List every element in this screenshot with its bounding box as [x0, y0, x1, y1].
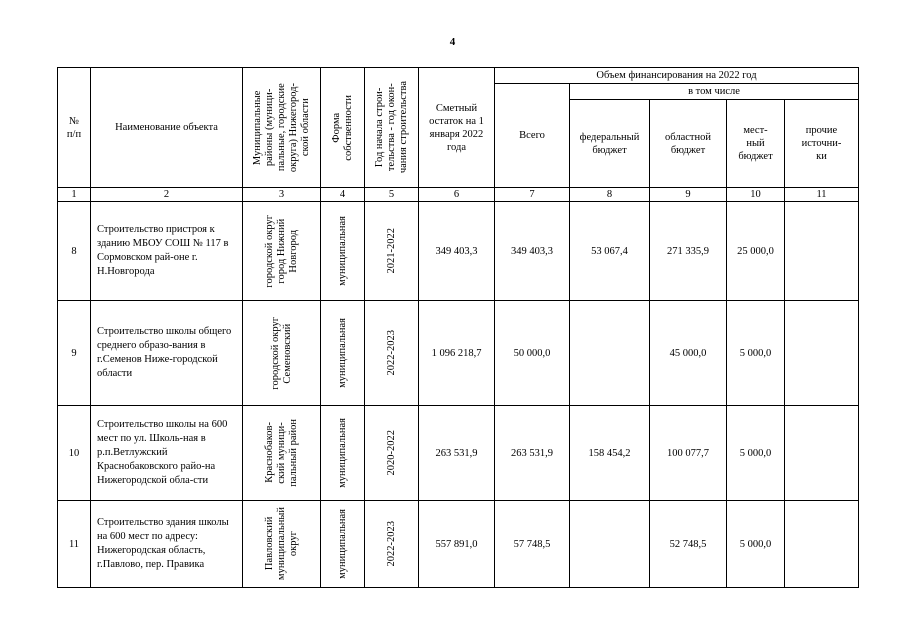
total-cell: 349 403,3 [495, 202, 570, 301]
header-num: № п/п [58, 68, 91, 188]
column-number: 9 [650, 188, 727, 202]
years-text: 2020-2022 [385, 430, 397, 476]
ownership-cell [321, 406, 365, 501]
header-local: мест- ный бюджет [727, 100, 785, 188]
column-number: 5 [365, 188, 419, 202]
object-name: Строительство школы на 600 мест по ул. Школь-ная в р.п.Ветлужский Краснобаковского райо-на Нижегородской обла-сти [91, 406, 243, 501]
header-ownership-text: Форма собственности [330, 94, 354, 161]
other-cell [785, 501, 859, 588]
local-cell: 5 000,0 [727, 406, 785, 501]
total-cell: 263 531,9 [495, 406, 570, 501]
table-row [58, 202, 859, 301]
table-row [58, 406, 859, 501]
district-text: городской округ город Нижний Новгород [263, 214, 299, 288]
district-cell [243, 301, 321, 406]
header-including: в том числе [570, 84, 859, 100]
header-years-text: Год начала строи- тельства - год окон- чания строительства [373, 81, 409, 174]
row-num: 8 [58, 202, 91, 301]
ownership-text: муниципальная [336, 216, 348, 286]
column-number: 2 [91, 188, 243, 202]
balance-cell: 557 891,0 [419, 501, 495, 588]
local-cell: 25 000,0 [727, 202, 785, 301]
years-text: 2022-2023 [385, 521, 397, 567]
other-cell [785, 301, 859, 406]
table-row [58, 301, 859, 406]
column-number: 8 [570, 188, 650, 202]
header-district-text: Муниципальные районы (муници- пальные, городские округа) Нижегород- ской области [251, 82, 311, 173]
total-cell: 57 748,5 [495, 501, 570, 588]
column-number: 11 [785, 188, 859, 202]
row-num: 11 [58, 501, 91, 588]
ownership-text: муниципальная [336, 509, 348, 579]
district-text: Павловский муниципальный округ [263, 507, 299, 581]
page-number: 4 [449, 36, 456, 48]
ownership-text: муниципальная [336, 318, 348, 388]
federal-cell [570, 301, 650, 406]
years-text: 2022-2023 [385, 330, 397, 376]
column-number: 4 [321, 188, 365, 202]
row-num: 10 [58, 406, 91, 501]
object-name: Строительство школы общего среднего образо-вания в г.Семенов Ниже-городской области [91, 301, 243, 406]
header-years [365, 68, 419, 188]
years-text: 2021-2022 [385, 228, 397, 274]
header-total: Всего [495, 84, 570, 188]
federal-cell: 158 454,2 [570, 406, 650, 501]
years-cell [365, 406, 419, 501]
district-cell [243, 406, 321, 501]
district-cell [243, 202, 321, 301]
district-text: Краснобаков- ский муници- пальный район [263, 419, 299, 487]
district-text: городской округ Семеновский [269, 316, 293, 390]
federal-cell: 53 067,4 [570, 202, 650, 301]
column-number: 10 [727, 188, 785, 202]
balance-cell: 349 403,3 [419, 202, 495, 301]
regional-cell: 100 077,7 [650, 406, 727, 501]
federal-cell [570, 501, 650, 588]
total-cell: 50 000,0 [495, 301, 570, 406]
balance-cell: 1 096 218,7 [419, 301, 495, 406]
column-number: 3 [243, 188, 321, 202]
table-row [58, 501, 859, 588]
ownership-cell [321, 202, 365, 301]
local-cell: 5 000,0 [727, 501, 785, 588]
other-cell [785, 406, 859, 501]
header-federal: федеральный бюджет [570, 100, 650, 188]
header-ownership [321, 68, 365, 188]
other-cell [785, 202, 859, 301]
row-num: 9 [58, 301, 91, 406]
header-regional: областной бюджет [650, 100, 727, 188]
years-cell [365, 301, 419, 406]
regional-cell: 45 000,0 [650, 301, 727, 406]
header-object-name: Наименование объекта [91, 68, 243, 188]
regional-cell: 52 748,5 [650, 501, 727, 588]
header-other: прочие источни- ки [785, 100, 859, 188]
local-cell: 5 000,0 [727, 301, 785, 406]
years-cell [365, 501, 419, 588]
regional-cell: 271 335,9 [650, 202, 727, 301]
column-numbers-row [58, 188, 859, 202]
column-number: 6 [419, 188, 495, 202]
header-funding-group: Объем финансирования на 2022 год [495, 68, 859, 84]
object-name: Строительство пристроя к зданию МБОУ СОШ № 117 в Сормовском рай-оне г. Н.Новгорода [91, 202, 243, 301]
ownership-text: муниципальная [336, 418, 348, 488]
financing-table [57, 67, 859, 588]
balance-cell: 263 531,9 [419, 406, 495, 501]
years-cell [365, 202, 419, 301]
district-cell [243, 501, 321, 588]
header-district [243, 68, 321, 188]
column-number: 1 [58, 188, 91, 202]
header-balance: Сметный остаток на 1 января 2022 года [419, 68, 495, 188]
ownership-cell [321, 501, 365, 588]
object-name: Строительство здания школы на 600 мест по адресу: Нижегородская область, г.Павлово, пер. Правика [91, 501, 243, 588]
column-number: 7 [495, 188, 570, 202]
ownership-cell [321, 301, 365, 406]
